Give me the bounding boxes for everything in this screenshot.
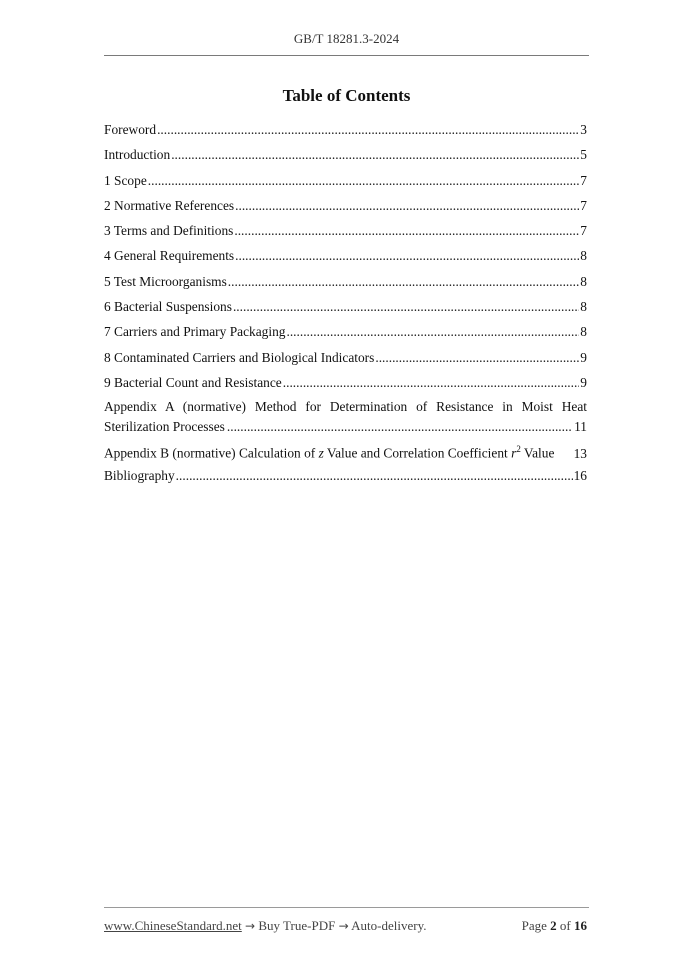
appendix-b-middle: Value and Correlation Coefficient [323,445,512,461]
toc-entry-title: Bibliography [104,467,175,483]
toc-entry-page: 5 [580,147,587,163]
page-label: Page [521,918,547,933]
page-of-label: of [559,918,571,933]
toc-entry-page: 11 [574,419,587,435]
toc-leader-dots [227,417,572,437]
toc-entry-page: 7 [580,172,587,188]
toc-entry-foreword[interactable] [104,120,587,145]
toc-leader-dots [283,373,580,392]
toc-leader-dots [235,246,579,265]
toc-leader-dots [286,322,579,341]
toc-entry-appendix-a[interactable] [104,397,587,440]
toc-entry-title: 8 Contaminated Carriers and Biological Indicators [104,349,375,365]
appendix-b-prefix: Appendix B (normative) Calculation of [104,445,319,461]
toc-entry-page: 8 [580,248,587,264]
toc-entry-bacterial-count[interactable] [104,373,587,398]
toc-entry-title: 3 Terms and Definitions [104,223,234,239]
toc-entry-title: Foreword [104,122,157,137]
appendix-b-suffix: Value [520,445,555,461]
footer-promo [104,918,427,934]
toc-entry-page: 7 [580,197,587,213]
toc-entry-normative-references[interactable] [104,196,587,221]
toc-entry-title: 1 Scope [104,172,147,188]
toc-entry-title: Appendix A (normative) Method for Determination of Resistance in Moist Heat [104,399,587,415]
toc-entry-title: Introduction [104,147,171,163]
toc-entry-page: 8 [580,273,587,289]
toc-entry-carriers-packaging[interactable] [104,322,587,347]
toc-entry-title-line2: Sterilization Processes [104,419,225,435]
toc-entry-bibliography[interactable] [104,466,587,491]
toc-entry-page: 3 [580,122,587,137]
toc-leader-dots [375,348,579,367]
toc-entry-title: 6 Bacterial Suspensions [104,299,232,315]
toc-entry-page: 7 [580,223,587,239]
delivery-text: Auto-delivery. [351,918,427,933]
website-link[interactable]: www.ChineseStandard.net [104,918,242,933]
toc-entry-title: 4 General Requirements [104,248,235,264]
toc-entry-page: 9 [580,374,587,390]
toc-title: Table of Contents [282,86,411,105]
page-total: 16 [574,918,587,933]
toc-entry-title: 5 Test Microorganisms [104,273,227,289]
toc-entry-title: 7 Carriers and Primary Packaging [104,324,286,340]
toc-entry-contaminated-carriers[interactable] [104,348,587,373]
toc-leader-dots [233,297,579,316]
toc-entry-appendix-b[interactable] [104,440,587,465]
toc-entry-title-continued [104,417,587,437]
r-symbol: r [511,445,517,461]
arrow-right-icon: → [245,919,256,933]
toc-entry-title [104,440,574,462]
footer-divider [104,907,589,908]
toc-leader-dots [228,272,580,291]
toc-leader-dots [234,221,579,240]
toc-leader-dots [171,145,579,164]
toc-leader-dots [235,196,579,215]
toc-entry-introduction[interactable] [104,145,587,170]
toc-entry-page: 16 [573,467,587,483]
toc-entry-terms-definitions[interactable] [104,221,587,246]
toc-leader-dots [176,466,573,485]
arrow-right-icon: → [338,919,349,933]
z-symbol: z [318,445,324,461]
r-exponent: 2 [516,444,521,455]
toc-entry-page: 8 [580,324,587,340]
toc-entry-page: 9 [580,349,587,365]
header-divider [104,55,589,56]
table-of-contents [104,120,587,491]
document-code-header: GB/T 18281.3-2024 [293,31,400,46]
toc-entry-test-microorganisms[interactable] [104,272,587,297]
toc-entry-scope[interactable] [104,171,587,196]
toc-entry-bacterial-suspensions[interactable] [104,297,587,322]
toc-leader-dots [157,120,579,139]
buy-text: Buy True-PDF [258,918,336,933]
page-number [522,918,587,934]
toc-entry-page: 8 [580,299,587,315]
page-current: 2 [550,918,557,933]
toc-entry-general-requirements[interactable] [104,246,587,271]
toc-entry-title: 9 Bacterial Count and Resistance [104,374,282,390]
toc-entry-title: 2 Normative References [104,197,235,213]
toc-leader-dots [148,171,580,190]
toc-entry-page: 13 [573,445,587,461]
